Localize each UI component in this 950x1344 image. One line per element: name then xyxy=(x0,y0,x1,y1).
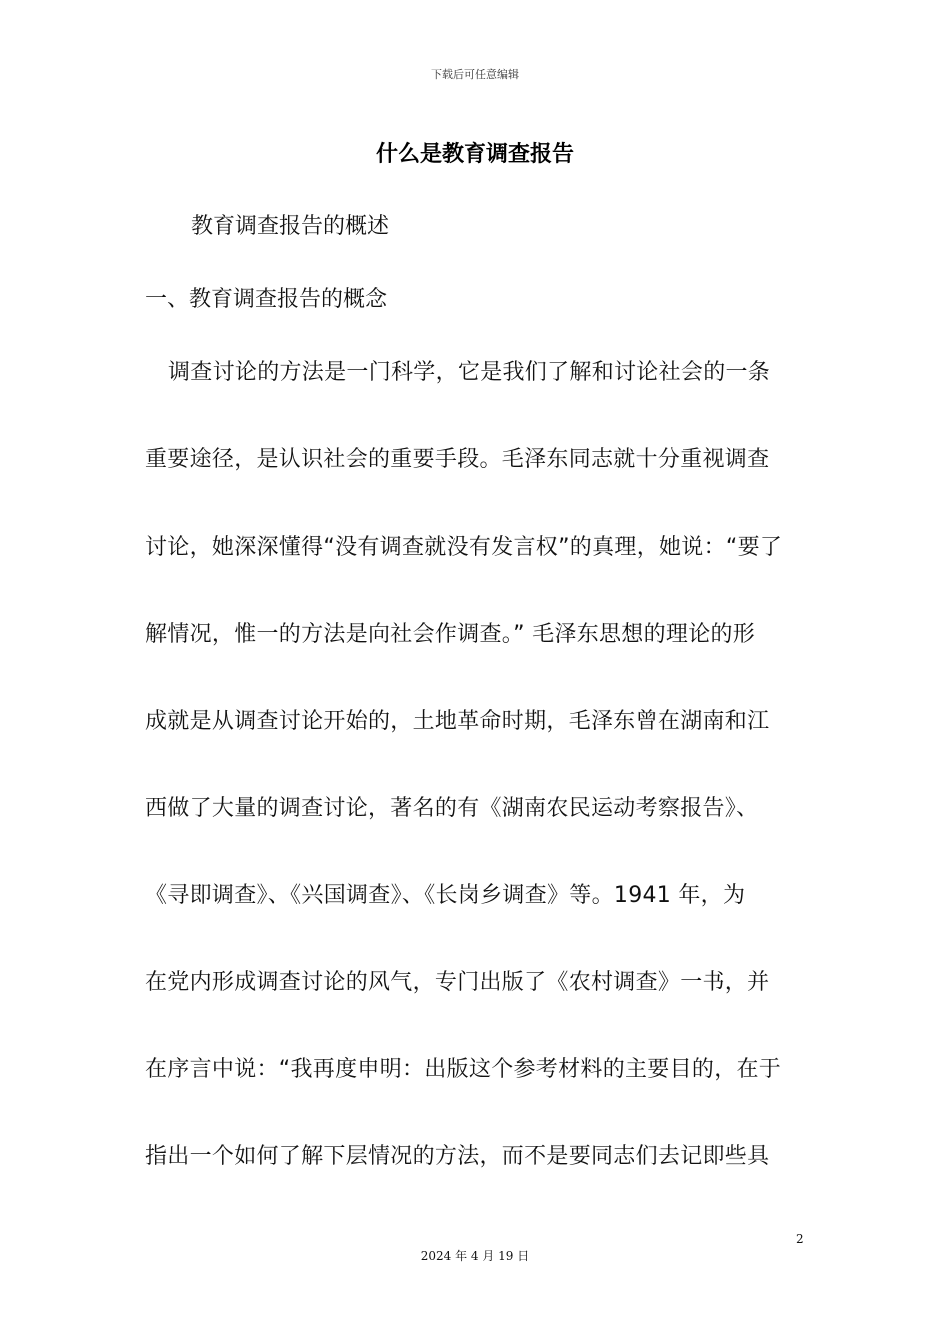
body-line: 在党内形成调查讨论的风气，专门出版了《农村调查》一书，并 xyxy=(145,970,770,995)
body-line: 重要途径，是认识社会的重要手段。毛泽东同志就十分重视调查 xyxy=(145,447,770,472)
document-title: 什么是教育调查报告 xyxy=(375,142,574,167)
body-line: 成就是从调查讨论开始的，土地革命时期，毛泽东曾在湖南和江 xyxy=(145,709,770,734)
body-line: 指出一个如何了解下层情况的方法，而不是要同志们去记即些具 xyxy=(145,1144,770,1169)
body-line: 解情况，惟一的方法是向社会作调查。” 毛泽东思想的理论的形 xyxy=(145,622,756,647)
body-line: 在序言中说：“我再度申明：出版这个参考材料的主要目的，在于 xyxy=(145,1057,782,1082)
section-heading: 一、教育调查报告的概念 xyxy=(145,287,388,312)
document-subtitle: 教育调查报告的概述 xyxy=(191,214,390,239)
body-line: 西做了大量的调查讨论，著名的有《湖南农民运动考察报告》、 xyxy=(145,796,759,821)
body-line: 调查讨论的方法是一门科学，它是我们了解和讨论社会的一条 xyxy=(168,360,771,385)
page-number: 2 xyxy=(796,1232,804,1246)
header-note: 下载后可任意编辑 xyxy=(431,68,519,81)
body-line: 《寻即调查》、《兴国调查》、《长岗乡调查》等。1941 年，为 xyxy=(145,883,746,908)
body-line: 讨论，她深深懂得“没有调查就没有发言权”的真理，她说：“要了 xyxy=(145,535,783,560)
footer-date: 2024 年 4 月 19 日 xyxy=(420,1249,530,1263)
